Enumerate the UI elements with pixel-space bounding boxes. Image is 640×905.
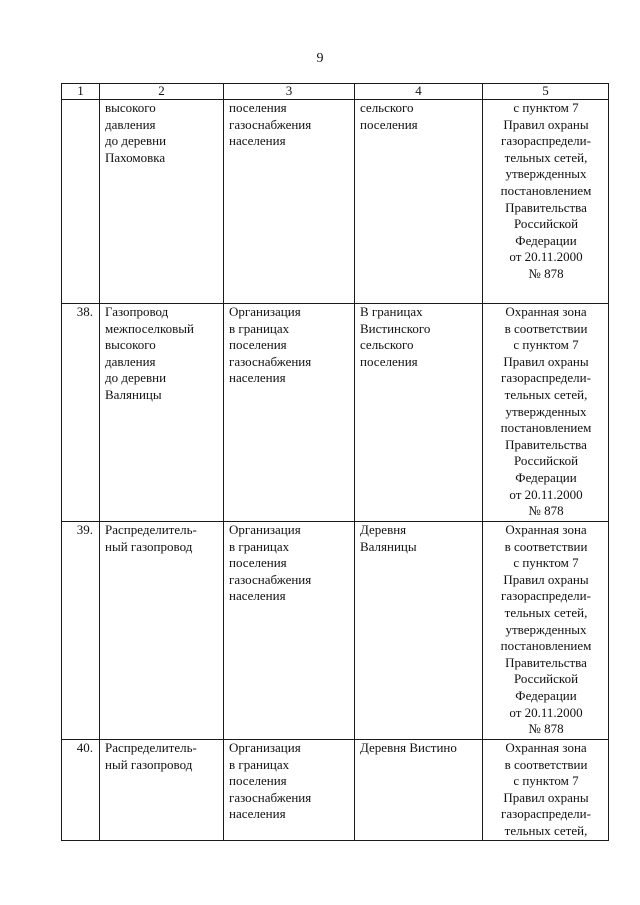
location-cell (355, 740, 483, 841)
header-col-2: 2 (100, 84, 224, 100)
object-name-text: высокого давления до деревни Пахомовка (105, 100, 167, 165)
purpose-cell (224, 304, 355, 522)
table-row (62, 522, 609, 740)
purpose-cell (224, 740, 355, 841)
object-name-text: Распределитель- ный газопровод (105, 522, 197, 554)
header-col-1: 1 (62, 84, 100, 100)
object-name-cell (100, 522, 224, 740)
row-number: 40. (62, 740, 100, 841)
zone-cell (483, 100, 609, 304)
purpose-text: Организация в границах поселения газоснабжения населения (229, 304, 312, 386)
row-number: 39. (62, 522, 100, 740)
zone-cell (483, 522, 609, 740)
table-row (62, 100, 609, 304)
object-name-cell (100, 100, 224, 304)
object-name-cell (100, 304, 224, 522)
table-row (62, 304, 609, 522)
row-number: 38. (62, 304, 100, 522)
location-text: Деревня Вистино (360, 740, 457, 755)
zone-cell (483, 740, 609, 841)
zone-text: Охранная зона в соответствии с пунктом 7 Правил охраны газораспредели- тельных сетей, утвержденных постановлением Правительства Российской Федерации от 20.11.2000 № 878 (500, 304, 592, 519)
zone-text: Охранная зона в соответствии с пунктом 7 Правил охраны газораспредели- тельных сетей, (501, 740, 591, 838)
row-number (62, 100, 100, 304)
purpose-text: Организация в границах поселения газоснабжения населения (229, 522, 312, 604)
zone-cell (483, 304, 609, 522)
purpose-text: Организация в границах поселения газоснабжения населения (229, 740, 312, 822)
purpose-text: поселения газоснабжения населения (229, 100, 312, 149)
purpose-cell (224, 100, 355, 304)
document-table (61, 83, 609, 841)
location-text: Деревня Валяницы (360, 522, 417, 554)
location-text: сельского поселения (360, 100, 418, 132)
purpose-cell (224, 522, 355, 740)
location-cell (355, 304, 483, 522)
header-row (62, 84, 609, 100)
location-cell (355, 522, 483, 740)
object-name-cell (100, 740, 224, 841)
location-cell (355, 100, 483, 304)
header-col-4: 4 (355, 84, 483, 100)
zone-text: Охранная зона в соответствии с пунктом 7 Правил охраны газораспредели- тельных сетей, утвержденных постановлением Правительства Российской Федерации от 20.11.2000 № 878 (500, 522, 592, 737)
zone-text: с пунктом 7 Правил охраны газораспредели- тельных сетей, утвержденных постановлением Правительства Российской Федерации от 20.11.2000 № 878 (500, 100, 592, 281)
location-text: В границах Вистинского сельского поселения (360, 304, 431, 369)
table-row (62, 740, 609, 841)
page-number: 9 (316, 51, 324, 66)
object-name-text: Газопровод межпоселковый высокого давления до деревни Валяницы (105, 304, 194, 402)
header-col-5: 5 (483, 84, 609, 100)
object-name-text: Распределитель- ный газопровод (105, 740, 197, 772)
header-col-3: 3 (224, 84, 355, 100)
